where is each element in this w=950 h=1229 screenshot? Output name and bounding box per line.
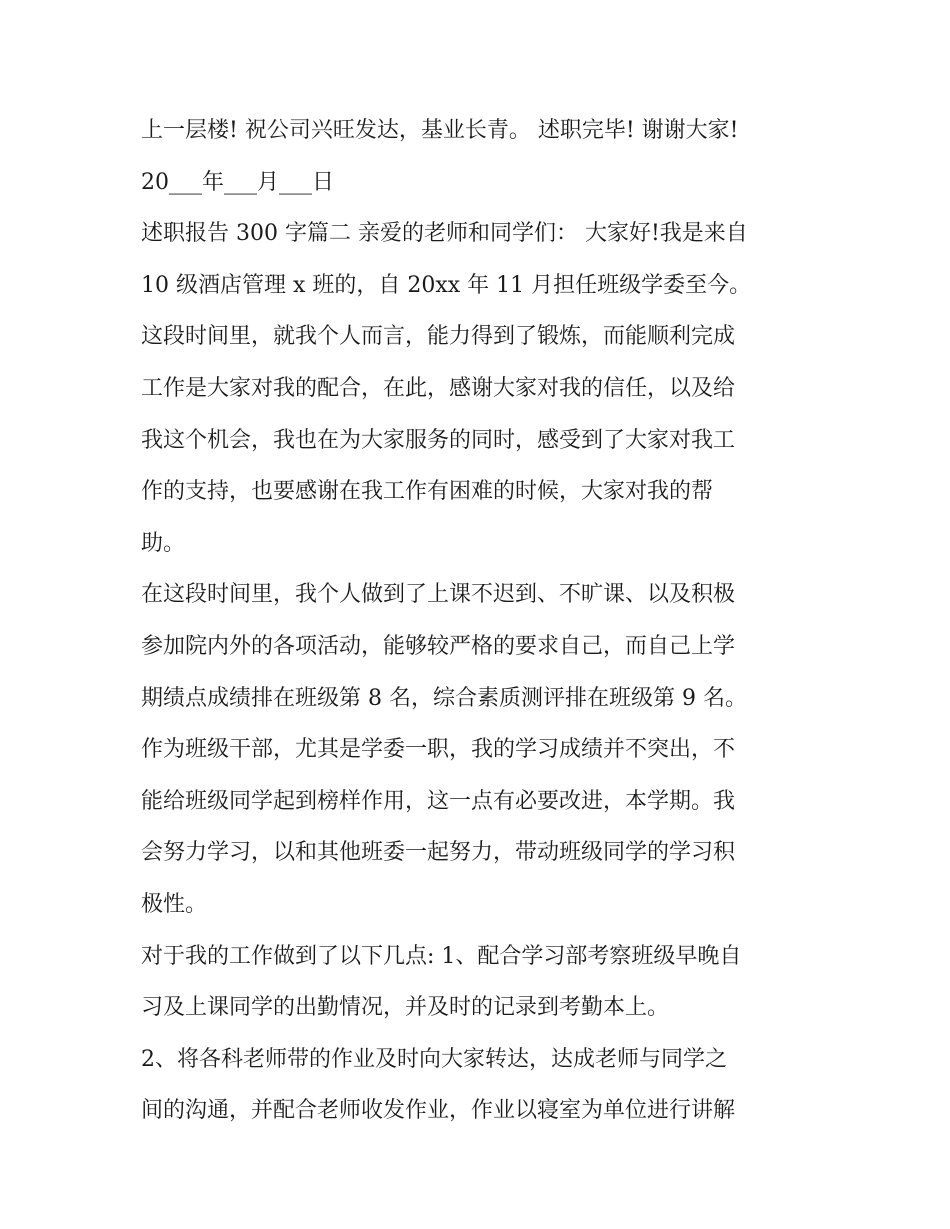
- text-line: 参加院内外的各项活动，能够较严格的要求自己，而自己上学: [141, 633, 736, 659]
- text-line: 习及上课同学的出勤情况，并及时的记录到考勤本上。: [141, 995, 670, 1021]
- text-line: 期绩点成绩排在班级第 8 名，综合素质测评排在班级第 9 名。: [141, 685, 747, 711]
- text-line: 作的支持，也要感谢在我工作有困难的时候，大家对我的帮: [141, 479, 714, 505]
- text-line: 2、将各科老师带的作业及时向大家转达，达成老师与同学之: [141, 1046, 727, 1072]
- text-line: 10 级酒店管理 x 班的，自 20xx 年 11 月担任班级学委至今。: [141, 272, 752, 298]
- text-line: 对于我的工作做到了以下几点: 1、配合学习部考察班级早晚自: [141, 943, 742, 969]
- text-line: 作为班级干部，尤其是学委一职，我的学习成绩并不突出，不: [141, 737, 736, 763]
- text-line: 这段时间里，就我个人而言，能力得到了锻炼，而能顺利完成: [141, 324, 736, 350]
- text-line: 述职报告 300 字篇二 亲爱的老师和同学们： 大家好!我是来自: [141, 221, 748, 247]
- document-body: [141, 105, 821, 1137]
- text-line: 我这个机会，我也在为大家服务的同时，感受到了大家对我工: [141, 427, 736, 453]
- text-line: 能给班级同学起到榜样作用，这一点有必要改进，本学期。我: [141, 788, 736, 814]
- text-line: 会努力学习，以和其他班委一起努力，带动班级同学的学习积: [141, 840, 736, 866]
- text-line: 上一层楼! 祝公司兴旺发达，基业长青。 述职完毕! 谢谢大家!: [141, 118, 739, 143]
- text-line: 极性。: [141, 891, 208, 917]
- text-line: 间的沟通，并配合老师收发作业，作业以寝室为单位进行讲解: [141, 1098, 736, 1124]
- text-line: 在这段时间里，我个人做到了上课不迟到、不旷课、以及积极: [141, 582, 736, 608]
- text-line: 工作是大家对我的配合，在此，感谢大家对我的信任，以及给: [141, 375, 736, 401]
- text-line: 助。: [141, 530, 186, 556]
- date-line: 20___年___月___日: [141, 169, 334, 195]
